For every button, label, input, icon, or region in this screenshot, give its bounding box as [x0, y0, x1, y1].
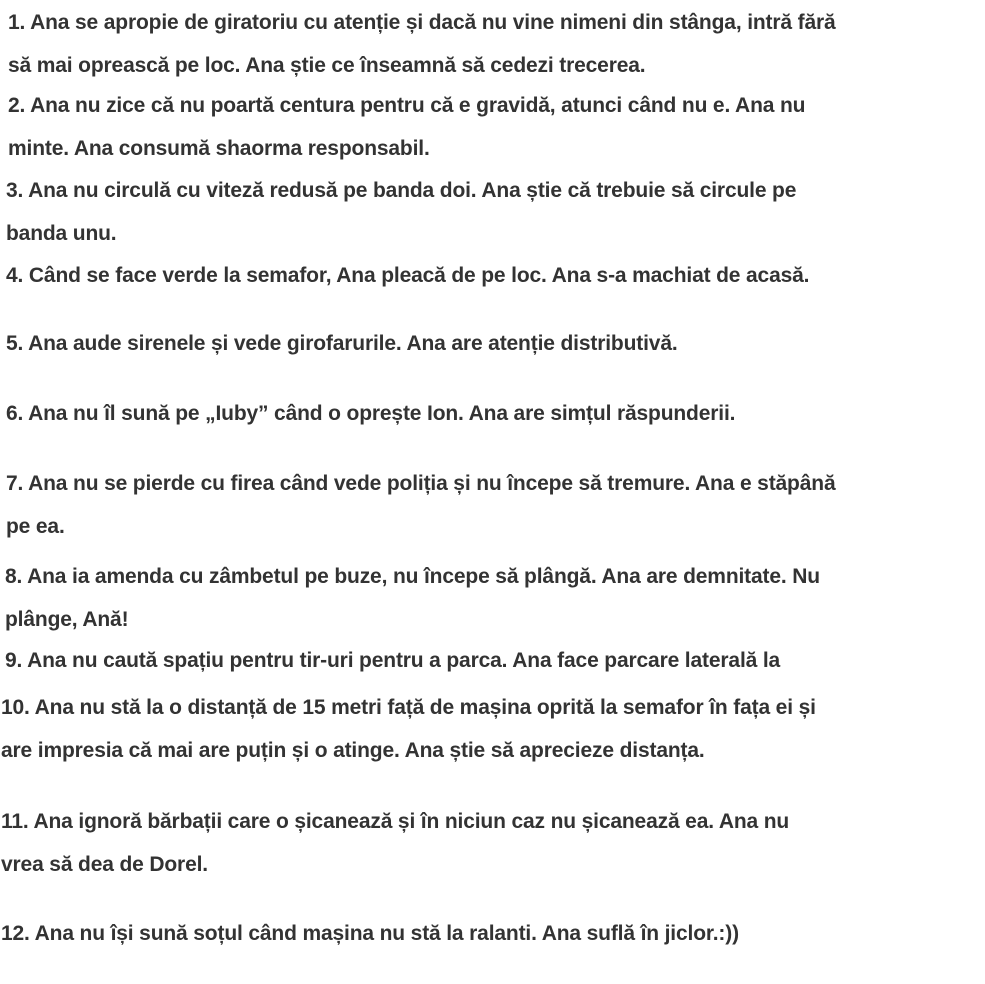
list-item-4-line-1: 4. Când se face verde la semafor, Ana pleacă de pe loc. Ana s-a machiat de acasă. [6, 264, 810, 287]
list-item-2-line-2: minte. Ana consumă shaorma responsabil. [8, 137, 430, 160]
list-item-3-line-2: banda unu. [6, 222, 117, 245]
list-item-5-line-1: 5. Ana aude sirenele și vede girofarurile. Ana are atenție distributivă. [6, 332, 678, 355]
list-item-11-line-2: vrea să dea de Dorel. [1, 853, 208, 876]
list-item-1-line-2: să mai oprească pe loc. Ana știe ce înseamnă să cedezi trecerea. [8, 54, 646, 77]
list-item-3-line-1: 3. Ana nu circulă cu viteză redusă pe banda doi. Ana știe că trebuie să circule pe [6, 179, 797, 202]
list-item-7-line-2: pe ea. [6, 515, 65, 538]
list-item-6-line-1: 6. Ana nu îl sună pe „Iuby” când o oprește Ion. Ana are simțul răspunderii. [6, 402, 736, 425]
list-item-8-line-2: plânge, Ană! [5, 608, 129, 631]
list-item-4 [6, 254, 966, 297]
list-item-2-line-1: 2. Ana nu zice că nu poartă centura pentru că e gravidă, atunci când nu e. Ana nu [8, 94, 806, 117]
list-item-11 [1, 800, 961, 886]
list-item-2 [8, 84, 968, 170]
list-item-1 [8, 1, 968, 87]
list-item-5 [6, 322, 966, 365]
list-item-7 [6, 462, 966, 548]
list-item-8 [5, 555, 965, 641]
list-item-8-line-1: 8. Ana ia amenda cu zâmbetul pe buze, nu începe să plângă. Ana are demnitate. Nu [5, 565, 820, 588]
list-item-9 [5, 639, 965, 682]
list-item-6 [6, 392, 966, 435]
list-item-11-line-1: 11. Ana ignoră bărbații care o șicanează și în niciun caz nu șicanează ea. Ana nu [1, 810, 790, 833]
list-item-10-line-2: are impresia că mai are puțin și o atinge. Ana știe să aprecieze distanța. [1, 739, 705, 762]
list-item-10-line-1: 10. Ana nu stă la o distanță de 15 metri față de mașina oprită la semafor în fața ei și [1, 696, 816, 719]
list-item-1-line-1: 1. Ana se apropie de giratoriu cu atenție și dacă nu vine nimeni din stânga, intră fără [8, 11, 836, 34]
list-item-7-line-1: 7. Ana nu se pierde cu firea când vede poliția și nu începe să tremure. Ana e stăpână [6, 472, 836, 495]
list-item-12-line-1: 12. Ana nu își sună soțul când mașina nu stă la ralanti. Ana suflă în jiclor.:)) [1, 922, 739, 945]
list-item-12 [1, 912, 961, 955]
list-item-10 [1, 686, 961, 772]
list-item-3 [6, 169, 966, 255]
list-item-9-line-1: 9. Ana nu caută spațiu pentru tir-uri pentru a parca. Ana face parcare laterală la [5, 649, 781, 672]
